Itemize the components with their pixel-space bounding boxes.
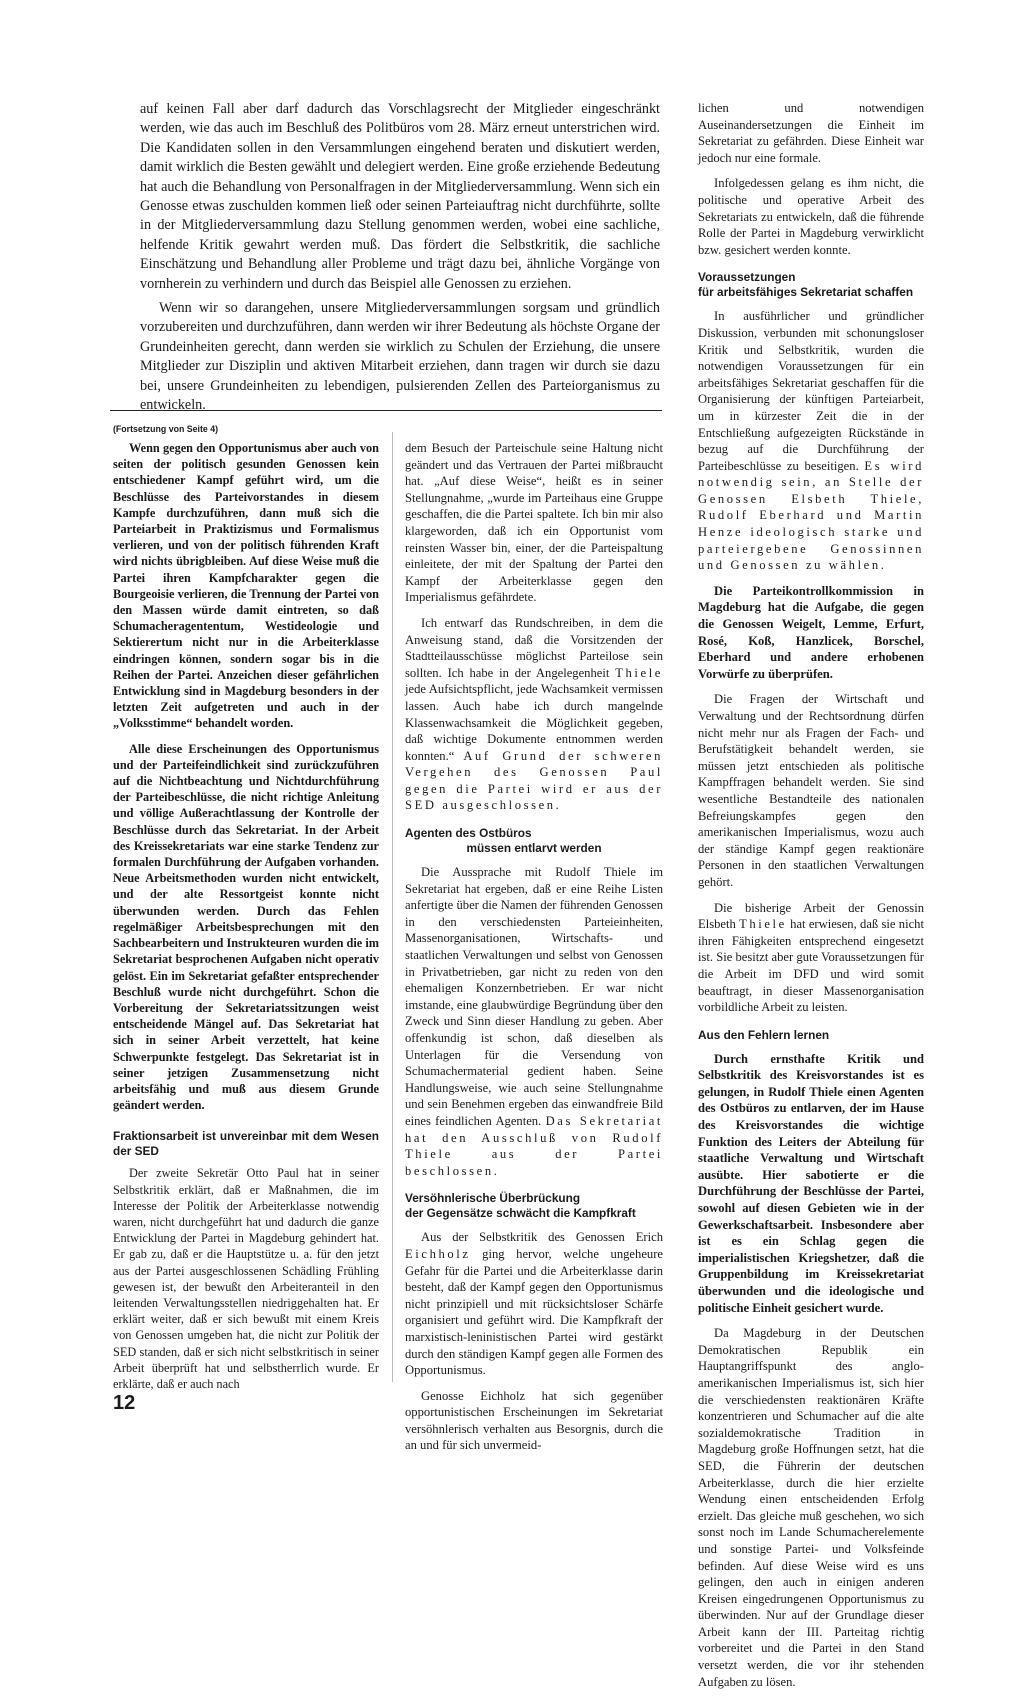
paragraph: Die Fragen der Wirtschaft und Verwaltung und der Rechtsordnung dürfen nicht mehr nur als Fragen der Fach- und Berufstätigkeit behandelt werden, sie müssen jetzt entschieden als politische Kampffragen behandelt werden. Sie sind wesentliche Bestandteile des nationalen Befreiungskampfes gegen den amerikanischen Imperialismus, wozu auch der ständige Kampf gegen reaktionäre Personen in den staatlichen Verwaltungen gehört. [698,692,924,889]
divider-line [110,410,662,411]
column-separator [392,432,393,1382]
paragraph-bold: Die Parteikontrollkommission in Magdeburg hat die Aufgabe, die gegen die Genossen Weigelt, Lemme, Erfurt, Rosé, Koß, Hanzlicek, Borschel, Eberhard und andere erhobenen Vorwürfe zu überprüfen. [698,583,924,681]
paragraph: Infolgedessen gelang es ihm nicht, die politische und operative Arbeit des Sekretariats zu entwickeln, daß die führende Rolle der Partei in Magdeburg verwirklicht bzw. gesichert werden konnte. [698,176,924,257]
intro-paragraph: auf keinen Fall aber darf dadurch das Vorschlagsrecht der Mitglieder eingeschränkt werden, wie das auch im Beschluß des Politbüros vom 28. März erneut unterstrichen wird. Die Kandidaten sollen in den Versammlungen eingehend beraten und diskutiert werden, damit wirklich die Besten gewählt und delegiert werden. Eine große erziehende Bedeutung hat auch die Behandlung von Personalfragen in der Mitgliederversammlung. Wenn sich ein Genosse etwas zuschulden kommen ließ oder seinen Parteiauftrag nicht durchführte, sollte in der Mitgliederversammlung dazu Stellung genommen werden, wobei eine sachliche, helfende Kritik gewahrt werden muß. Das fördert die Selbstkritik, die sachliche Einschätzung und Behandlung aller Probleme und trägt dazu bei, ähnliche Vorgänge von vornherein zu verhindern und durch das Beispiel alle Genossen zu erziehen. [140,101,660,292]
section-heading-fraktionsarbeit: Fraktionsarbeit ist unvereinbar mit dem Wesen der SED [113,1129,379,1159]
section-heading-versoehnlerisch: Versöhnlerische Überbrückung der Gegensätze schwächt die Kampfkraft [405,1191,636,1221]
right-column [698,100,924,1699]
paragraph: Genosse Eichholz hat sich gegenüber opportunistischen Erscheinungen im Sekretariat versöhnlerisch verhalten aus Besorgnis, durch die an und für sich unvermeid- [405,1388,663,1453]
page-number: 12 [113,1392,136,1414]
paragraph: Da Magdeburg in der Deutschen Demokratischen Republik ein Hauptangriffspunkt des anglo-amerikanischen Imperialismus ist, sich hier die verschiedensten reaktionären Kräfte konzentrieren und Schumacher auf die alte sozialdemokratische Tradition in Magdeburg große Hoffnungen setzt, hat die SED, die Führerin der deutschen Arbeiterklasse, durch die hier erzielte Wendung einen entscheidenden Erfolg erzielt. Das gleiche muß geschehen, wo sich sonst noch im Lande Schumacherelemente und sonstige Partei- und Volksfeinde befinden. Auf diese Weise wird es uns gelingen, den auch in einigen anderen Kreisen eingedrungenen Opportunismus zu überwinden. Nur auf der Grundlage dieser Arbeit kann der III. Parteitag richtig vorbereitet und die Partei in den Stand versetzt werden, die vor ihr stehenden Aufgaben zu lösen. [698,1326,924,1689]
paragraph: dem Besuch der Parteischule seine Haltung nicht geändert und das Vertrauen der Partei mißbraucht hat. „Auf diese Weise“, heißt es in seiner Stellungnahme, „wurde im Parteihaus eine Gruppe geschaffen, die die Partei spaltete. Ich bin mir also klargeworden, daß ich ein Opportunist vom reinsten Wasser bin, einer, der die Parteispaltung einleitete, der mit der Spaltung der Partei den Kampf der Arbeiterklasse gegen den Imperialismus gefährdete. [405,441,663,605]
paragraph: Der zweite Sekretär Otto Paul hat in seiner Selbstkritik erklärt, daß er Maßnahmen, die im Interesse der Politik der Arbeiterklasse notwendig waren, nicht durchgeführt hat und dadurch die ganze Entwicklung der Partei in Magdeburg gehindert hat. Er gab zu, daß er die Hauptstütze u. a. für den jetzt aus der Partei ausgeschlossenen Schädling Frühling gewesen ist, der bewußt den Arbeiteranteil in den leitenden Verwaltungsstellen niedriggehalten hat. Er erklärt weiter, daß er sich bewußt mit einem Kreis von Genossen umgeben hat, die nicht zur Politik der SED standen, daß er sich nicht selbstkritisch in seiner Arbeit überprüft hat und selbstherrlich wurde. Er erklärte, daß er auch nach [113,1166,379,1391]
paragraph: Ich entwarf das Rundschreiben, in dem die Anweisung stand, daß die Vorsitzenden der Stadtteilausschüsse möglichst Parteilose sein sollten. Ich habe in der Angelegenheit Thiele jede Aufsichtspflicht, jede Wachsamkeit vermissen lassen. Auch habe ich durch mangelnde Klassenwachsamkeit die Möglichkeit gegeben, daß wichtige Dokumente entnommen werden konnten.“ Auf Grund der schweren Vergehen des Genossen Paul gegen die Partei wird er aus der SED ausgeschlossen. [405,615,663,813]
left-column [113,440,379,1401]
paragraph: lichen und notwendigen Auseinandersetzungen die Einheit im Sekretariat zu gefährden. Diese Einheit war jedoch nur eine formale. [698,101,924,165]
paragraph: In ausführlicher und gründlicher Diskussion, verbunden mit schonungsloser Kritik und Selbstkritik, wurden die notwendigen Voraussetzungen für ein arbeitsfähiges Sekretariat geschaffen für die Organisierung der künftigen Parteiarbeit, um in kürzester Zeit die in der Entschließung aufgezeigten Rückstände in bezug auf die Durchführung der Parteibeschlüsse zu beseitigen. Es wird notwendig sein, an Stelle der Genossen Elsbeth Thiele, Rudolf Eberhard und Martin Henze ideologisch starke und parteiergebene Genossinnen und Genossen zu wählen. [698,309,924,573]
middle-column [405,440,663,1463]
section-heading-agenten: Agenten des Ostbüros müssen entlarvt werden [405,826,602,856]
paragraph-bold: Wenn gegen den Opportunismus aber auch von seiten der politisch gesunden Genossen kein entschiedener Kampf geführt wird, um die Beschlüsse des Parteivorstandes in diesem Kampfe durchzuführen, dann muß sich die Parteiarbeit in Praktizismus und Formalismus verlieren, und von der politisch führenden Kraft wird nichts übrigbleiben. Auf diese Weise muß die Partei ihren Kampfcharakter gegen die Bourgeoisie verlieren, die Trennung der Partei von den Massen würde damit eintreten, so daß Schumacheragententum, Westideologie und Sektierertum nicht nur in die Arbeiterklasse eindringen können, sondern sogar bis in die Reihen der Partei. Anzeichen dieser gefährlichen Entwicklung sind in Magdeburg besonders in der letzten Zeit aufgetreten und auch in der „Volksstimme“ behandelt worden. [113,441,379,731]
paragraph-bold: Alle diese Erscheinungen des Opportunismus und der Parteifeindlichkeit sind zurückzuführen auf die Nichtbeachtung und Nichtdurchführung der Parteibeschlüsse, die nicht richtige Anleitung und völlige Außerachtlassung der Kontrolle der Beschlüsse durch das Sekretariat. In der Arbeit des Kreissekretariats war eine starke Tendenz zur formalen Durchführung der Aufgaben vorhanden. Neue Arbeitsmethoden wurden nicht entwickelt, und der alte Ressortgeist konnte nicht überwunden werden. Durch das Fehlen regelmäßiger Arbeitsbesprechungen mit den Sachbearbeitern und Instrukteuren wurden die im Sekretariat besprochenen Aufgaben nicht operativ gelöst. Ein im Sekretariat gefaßter entsprechender Beschluß wurde nicht durchgeführt. Schon die Vorbereitung der Sekretariatssitzungen weist entscheidende Mängel auf. Das Sekretariat hat sich in seiner Arbeit verzettelt, hat keine Schwerpunkte festgelegt. Das Sekretariat ist in seiner jetzigen Zusammensetzung nicht arbeitsfähig und muß aus diesem Grunde geändert werden. [113,741,379,1113]
intro-text-block [140,100,660,421]
section-heading-voraussetzungen: Voraussetzungen für arbeitsfähiges Sekretariat schaffen [698,270,914,300]
paragraph-bold: Durch ernsthafte Kritik und Selbstkritik des Kreisvorstandes ist es gelungen, in Rudolf Thiele einen Agenten des Ostbüros zu entlarven, der im Hause des Kreisvorstandes die wichtige Funktion des Leiters der Abteilung für staatliche Verwaltung und Wirtschaft ausübte. Hier sabotierte er die Durchführung der Beschlüsse der Partei, sowohl auf diesen Gebieten wie in der Gewerkschaftsarbeit. Insbesondere aber ist es ein Schlag gegen die imperialistischen Kriegshetzer, daß die Gruppenbildung im Kreissekretariat überwunden und die ideologische und politische Einheit gesichert wurde. [698,1051,924,1315]
paragraph: Die Aussprache mit Rudolf Thiele im Sekretariat hat ergeben, daß er eine Reihe Listen anfertigte über die Namen der führenden Genossen in den verschiedensten Parteieinheiten, Massenorganisationen, Wirtschafts- und staatlichen Verwaltungen und selbst von Genossen in Privatbetrieben, gar nicht zu reden von den ehemaligen Konzernbetrieben. Er war nicht imstande, eine glaubwürdige Begründung über den Zweck und Sinn dieser Handlung zu geben. Aber offenkundig ist schon, daß dieselben als Unterlagen für die Versendung von Schumachermaterial gedient haben. Seine Handlungsweise, wie auch seine Stellungnahme und sein Benehmen ergeben das einwandfreie Bild eines feindlichen Agenten. Das Sekretariat hat den Ausschluß von Rudolf Thiele aus der Partei beschlossen. [405,865,663,1178]
paragraph: Aus der Selbstkritik des Genossen Erich Eichholz ging hervor, welche ungeheure Gefahr für die Partei und die Arbeiterklasse darin besteht, daß der Kampf gegen den Opportunismus nicht prinzipiell und mit rücksichtsloser Schärfe organisiert und geführt wird. Die Kampfkraft der marxistisch-leninistischen Partei wird gestärkt durch den ständigen Kampf gegen alle Formen des Opportunismus. [405,1230,663,1378]
section-heading-fehler: Aus den Fehlern lernen [698,1027,830,1042]
paragraph: Die bisherige Arbeit der Genossin Elsbeth Thiele hat erwiesen, daß sie nicht ihren Fähigkeiten entsprechend eingesetzt ist. Sie besitzt aber gute Voraussetzungen für die Arbeit im DFD und wird somit beauftragt, in dieser Massenorganisation vorbildliche Arbeit zu leisten. [698,900,924,1015]
intro-paragraph: Wenn wir so darangehen, unsere Mitgliederversammlungen sorgsam und gründlich vorzubereiten und durchzuführen, dann werden wir ihrer Bedeutung als höchste Organe der Grundeinheiten gerecht, dann werden sie wirklich zu Schulen der Erziehung, die unsere Mitglieder zur Disziplin und aktiven Mitarbeit erziehen, dann tragen wir durch sie dazu bei, unsere Grundeinheiten zu lebendigen, pulsierenden Zellen des Parteiorganismus zu entwickeln. [140,300,660,414]
continuation-note: (Fortsetzung von Seite 4) [113,424,219,434]
